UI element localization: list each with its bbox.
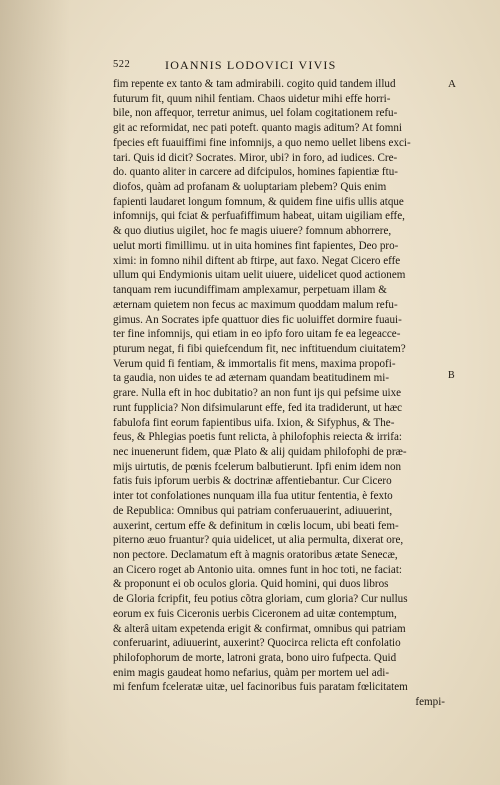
- text-line: piterno æuo fruantur? quia uidelicet, ut alia permulta, dixerat ore,: [113, 534, 404, 547]
- body-text: [113, 77, 449, 710]
- text-line: fabulofa fint eorum fapientibus uifa. Ixion, & Sifyphus, & The-: [113, 416, 395, 429]
- text-line: conferuarint, adiuuerint, auxerint? Quocirca relicta eft confolatio: [113, 637, 401, 650]
- margin-letter-b: B: [448, 370, 455, 381]
- text-line: mijs uirtutis, de pœnis fcelerum balbutierunt. Ipfi enim idem non: [113, 460, 402, 473]
- text-line: ta gaudia, non uides te ad æternam quandam beatitudinem mi-: [113, 372, 390, 385]
- text-line: & proponunt ei ob oculos gloria. Quid homini, qui duos libros: [113, 578, 389, 591]
- text-line: inter tot confolationes nunquam illa fua utitur fententia, è fexto: [113, 490, 393, 503]
- text-line: & alterâ uitam expetenda erigit & confirmat, omnibus qui patriam: [113, 622, 406, 635]
- running-title: IOANNIS LODOVICI VIVIS: [165, 58, 337, 72]
- text-line: ximi: in fomno nihil diftent ab ftirpe, aut faxo. Negat Cicero effe: [113, 254, 401, 267]
- text-line: mi fenfum fceleratæ uitæ, uel facinoribus fuis paratam fœlicitatem: [113, 681, 408, 694]
- text-line: tari. Quis id dicit? Socrates. Miror, ubi? in foro, ad iudices. Cre-: [113, 151, 398, 164]
- text-line: & quo diutius uigilet, hoc fe magis uiuere? fomnum abhorrere,: [113, 225, 392, 238]
- catchword: fempi-: [415, 696, 445, 709]
- text-line: non pectore. Declamatum eft à magnis oratoribus ætate Senecæ,: [113, 549, 398, 561]
- text-line: grare. Nulla eft in hoc dubitatio? an non funt ijs qui pefsime uixe: [113, 387, 402, 400]
- text-line: de Gloria fcripfit, feu potius cõtra gloriam, cum gloria? Cur nullus: [113, 593, 408, 606]
- text-line: fim repente ex tanto & tam admirabili. cogito quid tandem illud: [113, 78, 396, 90]
- page-number: 522: [113, 59, 131, 70]
- text-line: fpecies eft fuauiffimi fine infomnijs, a quo nemo uellet libens exci-: [113, 136, 411, 149]
- text-line: nec inuenerunt fidem, quæ Plato & alij quidam philofophi de præ-: [113, 445, 407, 458]
- text-line: gimus. An Socrates ipfe quattuor dies fic uoluiffet dormire fuaui-: [113, 313, 402, 326]
- text-line: æternam quietem non fecus ac maximum quoddam malum refu-: [113, 298, 398, 311]
- text-line: ullum qui Endymionis uitam uelit uiuere, uidelicet quod actionem: [113, 269, 406, 282]
- text-line: philofophorum de morte, latroni grata, bono uiro fufpecta. Quid: [113, 652, 397, 665]
- text-line: ter fine infomnijs, qui etiam in eo ipfo foro uitam fe ea legeacce-: [113, 328, 401, 341]
- text-line: an Cicero roget ab Antonio uita. omnes funt in hoc toti, ne faciat:: [113, 563, 402, 576]
- text-line: eorum ex fuis Ciceronis uerbis Ciceronem ad uitæ contemptum,: [113, 607, 397, 620]
- text-line: feus, & Phlegias poetis funt relicta, à philofophis reiecta & irrifa:: [113, 431, 402, 444]
- text-line: fatis fuis ipforum uerbis & doctrinæ affentiebantur. Cur Cicero: [113, 475, 392, 488]
- text-line: uelut morti fimillimu. ut in uita homines fint fapientes, Deo pro-: [113, 239, 399, 252]
- text-line: bile, non affequor, terretur animus, uel folam cogitationem refu-: [113, 107, 398, 120]
- margin-letter-a: A: [448, 78, 456, 90]
- text-line: pturum negat, fi fibi quiefcendum fit, nec inftituendum ciuitatem?: [113, 342, 406, 355]
- text-line: fapienti laudaret longum fomnum, & quidem fine uifis ullis atque: [113, 195, 404, 208]
- text-line: infomnijs, qui fciat & perfuafiffimum habeat, uitam uigiliam effe,: [113, 210, 405, 223]
- page-header: [113, 58, 443, 72]
- gutter-shadow: [0, 0, 70, 785]
- text-line: diofos, quàm ad profanam & uoluptariam plebem? Quis enim: [113, 181, 387, 194]
- text-line: do. quanto aliter in carcere ad difcipulos, homines fapientiæ ftu-: [113, 166, 398, 179]
- text-line: futurum fit, quum nihil fentiam. Chaos uidetur mihi effe horri-: [113, 92, 391, 105]
- text-line: de Republica: Omnibus qui patriam conferuauerint, adiuuerint,: [113, 504, 393, 517]
- text-line: auxerint, certum effe & definitum in cœlis locum, ubi beati fem-: [113, 519, 399, 532]
- text-line: runt fupplicia? Non difsimularunt effe, fed ita tradiderunt, ut hæc: [113, 401, 403, 414]
- text-line: git ac reformidat, nec pati poteft. quanto magis aditum? At fomni: [113, 122, 402, 135]
- text-line: tanquam rem iucundiffimam amplexamur, perpetuam illam &: [113, 284, 387, 297]
- text-line: enim magis gaudeat homo nefarius, quàm per mortem uel adi-: [113, 666, 390, 679]
- text-line: Verum quid fi fentiam, & immortalis fit mens, maxima propofi-: [113, 357, 396, 370]
